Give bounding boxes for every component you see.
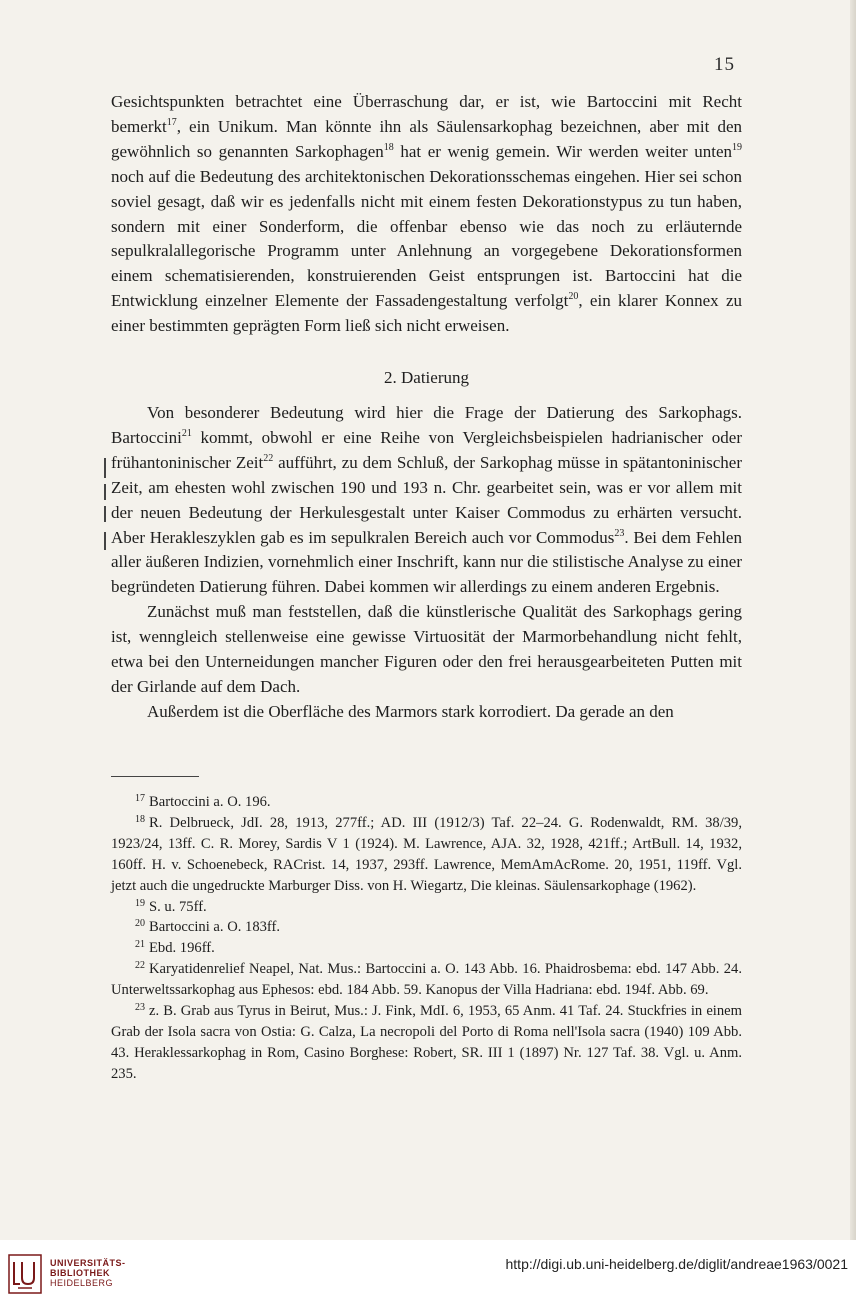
text-run: , ein klarer Konnex zu einer bestimmten geprägten Form ließ sich nicht erweisen.	[111, 291, 742, 336]
library-logo-icon[interactable]	[8, 1254, 42, 1294]
library-logo-text	[50, 1258, 126, 1288]
page-edge	[850, 0, 856, 1240]
margin-pencil-mark	[104, 484, 106, 500]
margin-pencil-mark	[104, 506, 106, 522]
footnote-ref[interactable]: 20	[568, 291, 579, 303]
footnote-text: Bartoccini a. O. 183ff.	[149, 919, 281, 936]
paragraph-3: Zunächst muß man feststellen, daß die künstlerische Qualität des Sarkophags gering ist, wenngleich stellenweise eine gewisse Virtuosität der Marmorbehandlung nicht fehlt, etwa bei den Unterneidungen mancher Figuren oder den frei herausgearbeiteten Putten mit der Girlande auf dem Dach.	[111, 602, 742, 696]
footnote-text: Bartoccini a. O. 196.	[149, 794, 271, 810]
footnote-number: 17	[135, 793, 145, 804]
text-run: Von besonderer Bedeutung wird hier die Frage der Datierung des Sarkophags. Bartoccini	[111, 402, 742, 447]
margin-pencil-mark	[104, 458, 106, 478]
footnote-number: 19	[135, 897, 145, 909]
footnote-text: R. Delbrueck, JdI. 28, 1913, 277ff.; AD. III (1912/3) Taf. 22–24. G. Rodenwaldt, RM. 38/39, 1923/24, 13ff. C. R. Morey, Sardis V 1 (1924). M. Lawrence, AJA. 32, 1928, 421ff.; ArtBull. 14, 1932, 160ff. H. v. Schoenebeck, RACrist. 14, 1937, 293ff. Lawrence, MemAmAcRome. 20, 1951, 119ff. Vgl. jetzt auch die ungedruckte Marburger Diss. von H. Wiegartz, Die kleinas. Säulensarkophage (1962).	[111, 814, 742, 894]
footnote-ref[interactable]: 17	[166, 116, 177, 128]
margin-pencil-mark	[104, 532, 106, 550]
text-run: noch auf die Bedeutung des architektonischen Dekorationsschemas eingehen. Hier sei schon soviel gesagt, daß wir es jedenfalls nicht mit einem festen Dekorationstypus zu tun haben, sondern mit einer Sonderform, die offenbar ebenso wie das noch zu erläuternde sepulkralallegorische Programm unter Anlehnung an vorgegebene Dekorationsformen einem schematisierenden, konstruierenden Geist entsprungen ist. Bartoccini hat die Entwicklung einzelner Elemente der Fassadengestaltung verfolgt	[111, 166, 742, 311]
text-run: , ein Unikum. Man könnte ihn als Säulensarkophag bezeichnen, aber mit den gewöhnlich so genannten Sarkophagen	[111, 116, 742, 161]
footnote-ref[interactable]: 22	[263, 452, 274, 464]
text-run: hat er wenig gemein. Wir werden weiter unten	[393, 141, 732, 161]
paragraph-2	[111, 401, 742, 600]
logo-line: HEIDELBERG	[50, 1278, 114, 1288]
footnote-ref[interactable]: 21	[181, 427, 192, 439]
logo-line: BIBLIOTHEK	[50, 1268, 110, 1278]
text-run: . Bei dem Fehlen aller äußeren Indizien, vornehmlich einer Inschrift, kann nur die stilistische Analyse zu einer begründeten Datierung führen. Dabei kommen wir allerdings zu einem anderen Ergebnis.	[111, 527, 742, 597]
section-heading: 2. Datierung	[384, 368, 469, 388]
text-run: aufführt, zu dem Schluß, der Sarkophag müsse in spätantoninischer Zeit, am ehesten wohl zwischen 190 und 193 n. Chr. gearbeitet sein, was er vor allem mit der neuen Bedeutung der Herkulesgestalt unter Kaiser Commodus zu erhärten versucht. Aber Herakleszyklen gab es im sepulkralen Bereich auch vor Commodus	[111, 452, 743, 547]
footnote	[111, 1001, 742, 1085]
paragraph-4: Außerdem ist die Oberfläche des Marmors stark korrodiert. Da gerade an den	[147, 701, 674, 721]
footnote	[111, 938, 742, 959]
footnotes	[111, 792, 742, 1085]
footnote-text: Ebd. 196ff.	[149, 940, 215, 957]
footnote-number: 20	[135, 918, 145, 930]
source-url-link[interactable]: http://digi.ub.uni-heidelberg.de/diglit/andreae1963/0021	[505, 1256, 848, 1272]
footnote-number: 18	[135, 813, 145, 825]
body-text	[111, 90, 742, 725]
footnote-ref[interactable]: 19	[732, 141, 742, 153]
footnote	[111, 897, 742, 918]
footnote-number: 23	[135, 1002, 145, 1014]
text-run: kommt, obwohl er eine Reihe von Vergleichsbeispielen hadrianischer oder frühantoninischer Zeit	[111, 427, 742, 472]
footnote	[111, 917, 742, 938]
footnote	[111, 959, 742, 1001]
footnote-number: 21	[135, 939, 145, 951]
footnote	[111, 813, 742, 897]
footnote-divider	[111, 776, 199, 777]
footnote-ref[interactable]: 18	[383, 141, 394, 153]
text-run: Gesichtspunkten betrachtet eine Überraschung dar, er ist, wie Bartoccini mit Recht bemerkt	[111, 92, 742, 136]
footnote-text: Karyatidenrelief Neapel, Nat. Mus.: Bartoccini a. O. 143 Abb. 16. Phaidrosbema: ebd. 147 Abb. 24. Unterweltssarkophag aus Ephesos: ebd. 184 Abb. 59. Kanopus der Villa Hadriana: ebd. 194f. Abb. 69.	[111, 961, 742, 999]
paragraph-1	[111, 90, 742, 339]
footnote-ref[interactable]: 23	[614, 527, 625, 539]
logo-line: UNIVERSITÄTS-	[50, 1258, 126, 1268]
footnote-text: z. B. Grab aus Tyrus in Beirut, Mus.: J. Fink, MdI. 6, 1953, 65 Anm. 41 Taf. 24. Stuckfries in einem Grab der Isola sacra von Ostia: G. Calza, La necropoli del Porto di Roma nell'Isola sacra (1940) 109 Abb. 43. Heraklessarkophag in Rom, Casino Borghese: Robert, SR. III 1 (1897) Nr. 127 Taf. 38. Vgl. u. Anm. 235.	[111, 1003, 742, 1082]
footnote	[111, 792, 742, 813]
footnote-text: S. u. 75ff.	[149, 898, 207, 915]
footnote-number: 22	[135, 960, 145, 972]
viewer-footer	[0, 1240, 856, 1304]
page-number: 15	[714, 54, 735, 75]
